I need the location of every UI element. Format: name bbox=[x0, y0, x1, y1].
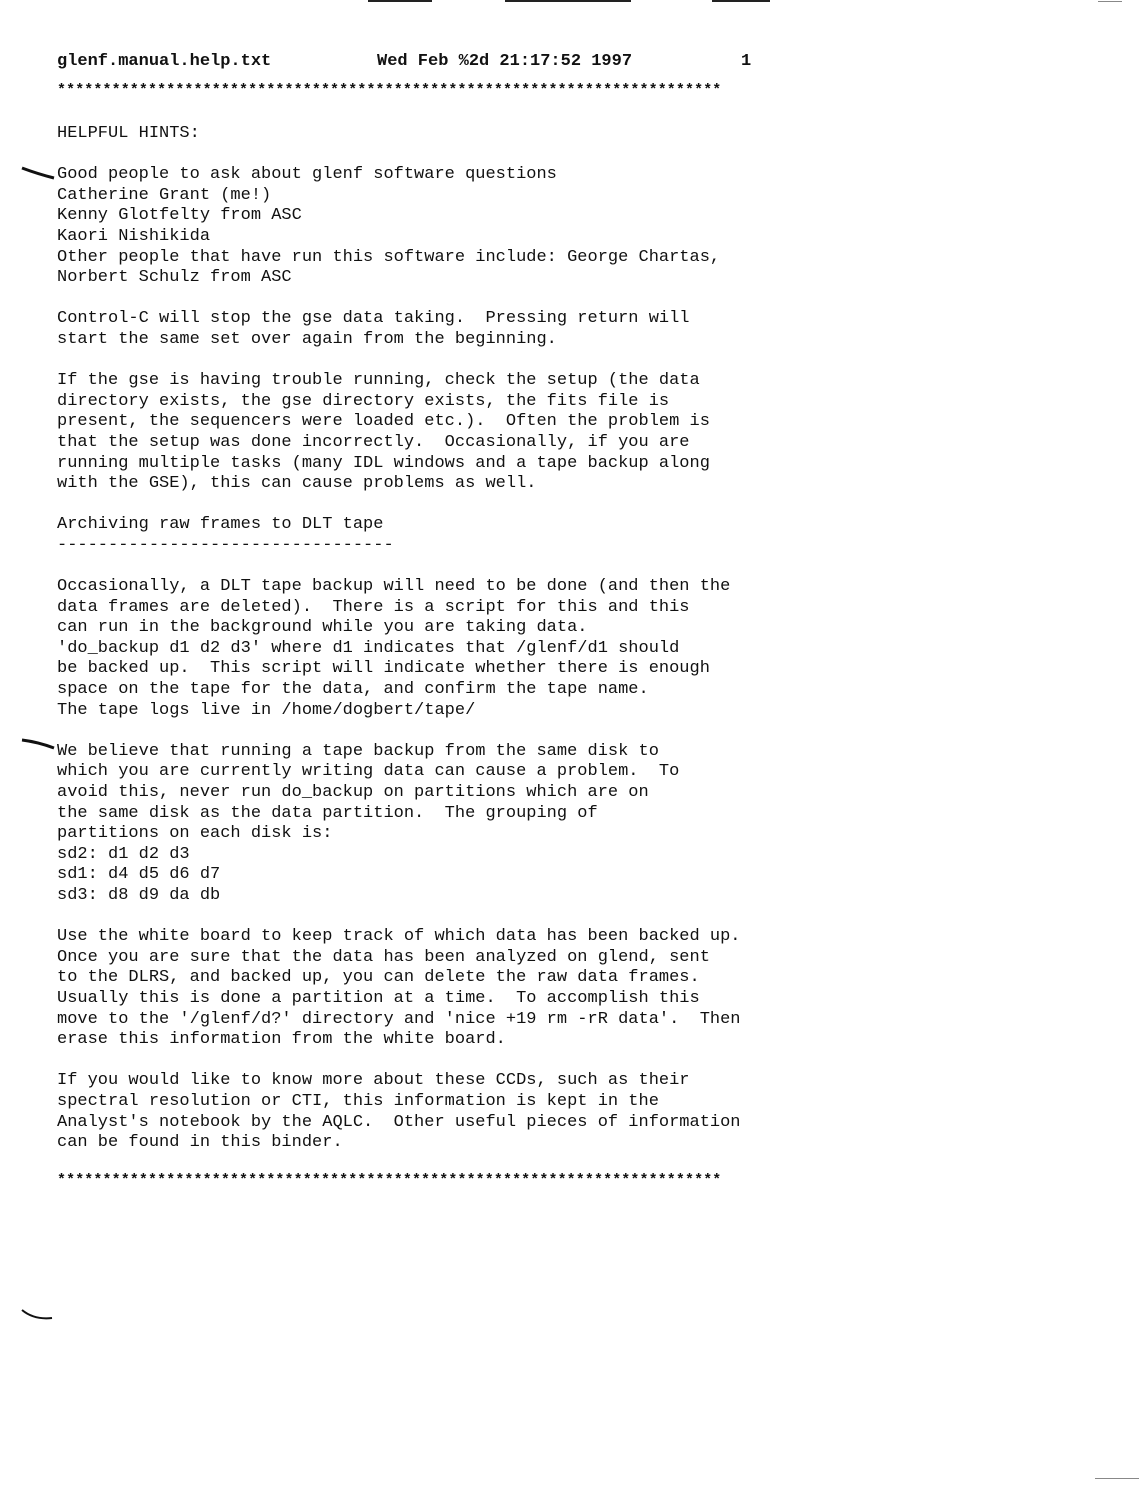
text-line: can run in the background while you are taking data. bbox=[57, 618, 588, 638]
text-line: data frames are deleted). There is a script for this and this bbox=[57, 597, 690, 617]
text-line: If you would like to know more about these CCDs, such as their bbox=[57, 1071, 690, 1091]
check-mark bbox=[20, 1306, 56, 1324]
section-title: HELPFUL HINTS: bbox=[57, 124, 200, 143]
header-page-number: 1 bbox=[741, 52, 752, 71]
scan-mark-top bbox=[712, 0, 770, 2]
text-line: which you are currently writing data can cause a problem. To bbox=[57, 762, 680, 782]
text-line: Occasionally, a DLT tape backup will need to be done (and then the bbox=[57, 577, 731, 597]
text-line: Analyst's notebook by the AQLC. Other useful pieces of information bbox=[57, 1112, 741, 1132]
header-filename: glenf.manual.help.txt bbox=[57, 52, 272, 71]
text-line: erase this information from the white board. bbox=[57, 1030, 506, 1050]
text-line: sd3: d8 d9 da db bbox=[57, 885, 221, 905]
text-line: space on the tape for the data, and confirm the tape name. bbox=[57, 680, 649, 700]
text-line: Catherine Grant (me!) bbox=[57, 185, 272, 205]
asterisk-rule-bottom: ************************************************************************* bbox=[57, 1172, 722, 1189]
text-line: Control-C will stop the gse data taking. Pressing return will bbox=[57, 309, 690, 329]
text-line: partitions on each disk is: bbox=[57, 824, 333, 844]
scan-mark-top bbox=[368, 0, 432, 2]
text-line: 'do_backup d1 d2 d3' where d1 indicates that /glenf/d1 should bbox=[57, 638, 680, 658]
text-line: sd1: d4 d5 d6 d7 bbox=[57, 865, 221, 885]
text-line: Norbert Schulz from ASC bbox=[57, 268, 292, 288]
page-header bbox=[57, 52, 857, 74]
scan-mark-corner bbox=[1098, 1, 1122, 2]
text-line: Once you are sure that the data has been analyzed on glend, sent bbox=[57, 947, 710, 967]
text-line: move to the '/glenf/d?' directory and 'nice +19 rm -rR data'. Then bbox=[57, 1009, 741, 1029]
check-mark bbox=[20, 734, 56, 752]
text-line: start the same set over again from the beginning. bbox=[57, 329, 557, 349]
text-line: to the DLRS, and backed up, you can delete the raw data frames. bbox=[57, 968, 700, 988]
archive-heading-underline: --------------------------------- bbox=[57, 535, 394, 555]
scan-mark-corner bbox=[1095, 1478, 1139, 1479]
text-line: Usually this is done a partition at a time. To accomplish this bbox=[57, 988, 700, 1008]
text-line: The tape logs live in /home/dogbert/tape/ bbox=[57, 700, 476, 720]
text-line: avoid this, never run do_backup on partitions which are on bbox=[57, 783, 649, 802]
document-body bbox=[57, 124, 837, 1154]
text-line: spectral resolution or CTI, this information is kept in the bbox=[57, 1091, 659, 1111]
text-line: Good people to ask about glenf software questions bbox=[57, 165, 557, 185]
text-line: the same disk as the data partition. The grouping of bbox=[57, 803, 598, 823]
text-line: Kaori Nishikida bbox=[57, 226, 211, 246]
check-mark bbox=[20, 164, 56, 182]
scan-mark-top bbox=[505, 0, 631, 2]
text-line: present, the sequencers were loaded etc.). Often the problem is bbox=[57, 412, 710, 432]
text-line: running multiple tasks (many IDL windows and a tape backup along bbox=[57, 453, 710, 473]
header-datetime: Wed Feb %2d 21:17:52 1997 bbox=[377, 52, 633, 71]
text-line: that the setup was done incorrectly. Occasionally, if you are bbox=[57, 432, 690, 452]
text-line: can be found in this binder. bbox=[57, 1133, 343, 1153]
text-line: Kenny Glotfelty from ASC bbox=[57, 206, 302, 226]
text-line: Other people that have run this software include: George Chartas, bbox=[57, 247, 721, 267]
text-line: directory exists, the gse directory exists, the fits file is bbox=[57, 391, 670, 411]
text-line: with the GSE), this can cause problems as well. bbox=[57, 474, 537, 494]
text-line: We believe that running a tape backup from the same disk to bbox=[57, 741, 659, 761]
text-line: If the gse is having trouble running, check the setup (the data bbox=[57, 371, 700, 391]
archive-heading: Archiving raw frames to DLT tape bbox=[57, 515, 384, 535]
text-line: Use the white board to keep track of which data has been backed up. bbox=[57, 927, 741, 947]
asterisk-rule-top: ************************************************************************* bbox=[57, 82, 722, 99]
text-line: sd2: d1 d2 d3 bbox=[57, 844, 190, 864]
text-line: be backed up. This script will indicate whether there is enough bbox=[57, 659, 710, 679]
